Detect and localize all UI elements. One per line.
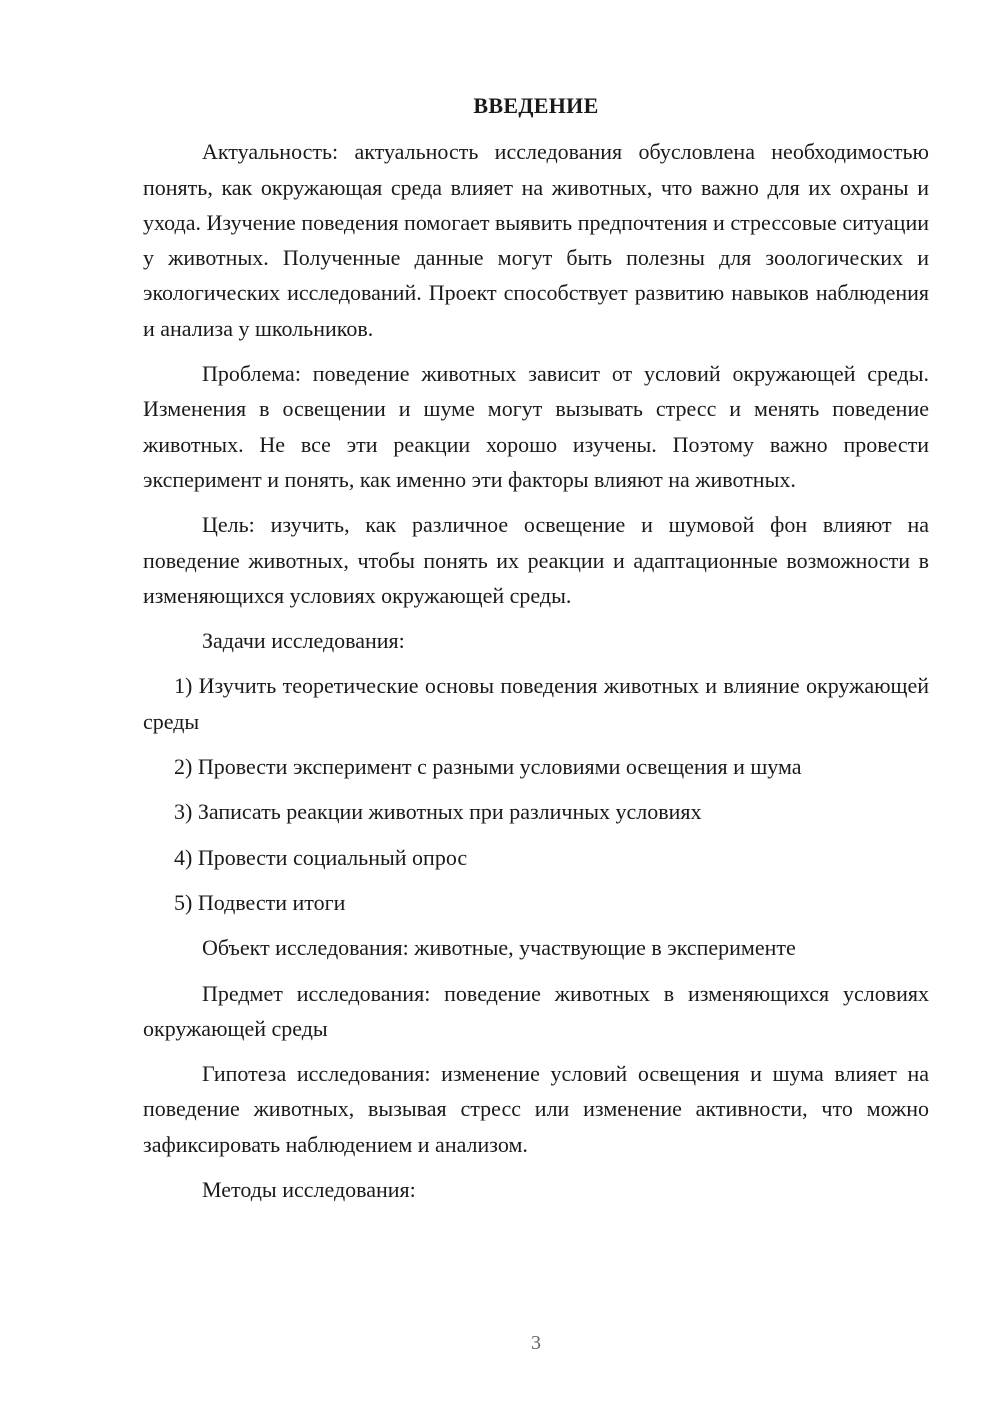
page-number: 3: [531, 1332, 541, 1354]
problem-paragraph: Проблема: поведение животных зависит от условий окружающей среды. Изменения в освещении и шуме могут вызывать стресс и менять поведение животных. Не все эти реакции хорошо изучены. Поэтому важно провести эксперимент и понять, как именно эти факторы влияют на животных.: [143, 361, 929, 492]
document-page: [143, 88, 929, 1217]
task-item-3: 3) Записать реакции животных при различных условиях: [174, 799, 702, 825]
task-item-2: 2) Провести эксперимент с разными условиями освещения и шума: [174, 754, 802, 780]
subject-paragraph: Предмет исследования: поведение животных в изменяющихся условиях окружающей среды: [143, 980, 929, 1041]
object-paragraph: Объект исследования: животные, участвующие в эксперименте: [202, 935, 796, 961]
hypothesis-paragraph: Гипотеза исследования: изменение условий освещения и шума влияет на поведение животных, вызывая стресс или изменение активности, что можно зафиксировать наблюдением и анализом.: [143, 1061, 929, 1157]
task-item-5: 5) Подвести итоги: [174, 889, 346, 915]
task-item-1: 1) Изучить теоретические основы поведения животных и влияние окружающей среды: [143, 673, 929, 734]
methods-heading: Методы исследования:: [202, 1177, 416, 1203]
section-title: ВВЕДЕНИЕ: [473, 93, 599, 118]
tasks-heading: Задачи исследования:: [202, 628, 405, 654]
tasks-list: [143, 668, 929, 920]
task-item-4: 4) Провести социальный опрос: [174, 844, 468, 870]
goal-paragraph: Цель: изучить, как различное освещение и шумовой фон влияют на поведение животных, чтобы понять их реакции и адаптационные возможности в изменяющихся условиях окружающей среды.: [143, 512, 929, 608]
relevance-paragraph: Актуальность: актуальность исследования обусловлена необходимостью понять, как окружающая среда влияет на животных, что важно для их охраны и ухода. Изучение поведения помогает выявить предпочтения и стрессовые ситуации у животных. Полученные данные могут быть полезны для зоологических и экологических исследований. Проект способствует развитию навыков наблюдения и анализа у школьников.: [143, 139, 929, 341]
